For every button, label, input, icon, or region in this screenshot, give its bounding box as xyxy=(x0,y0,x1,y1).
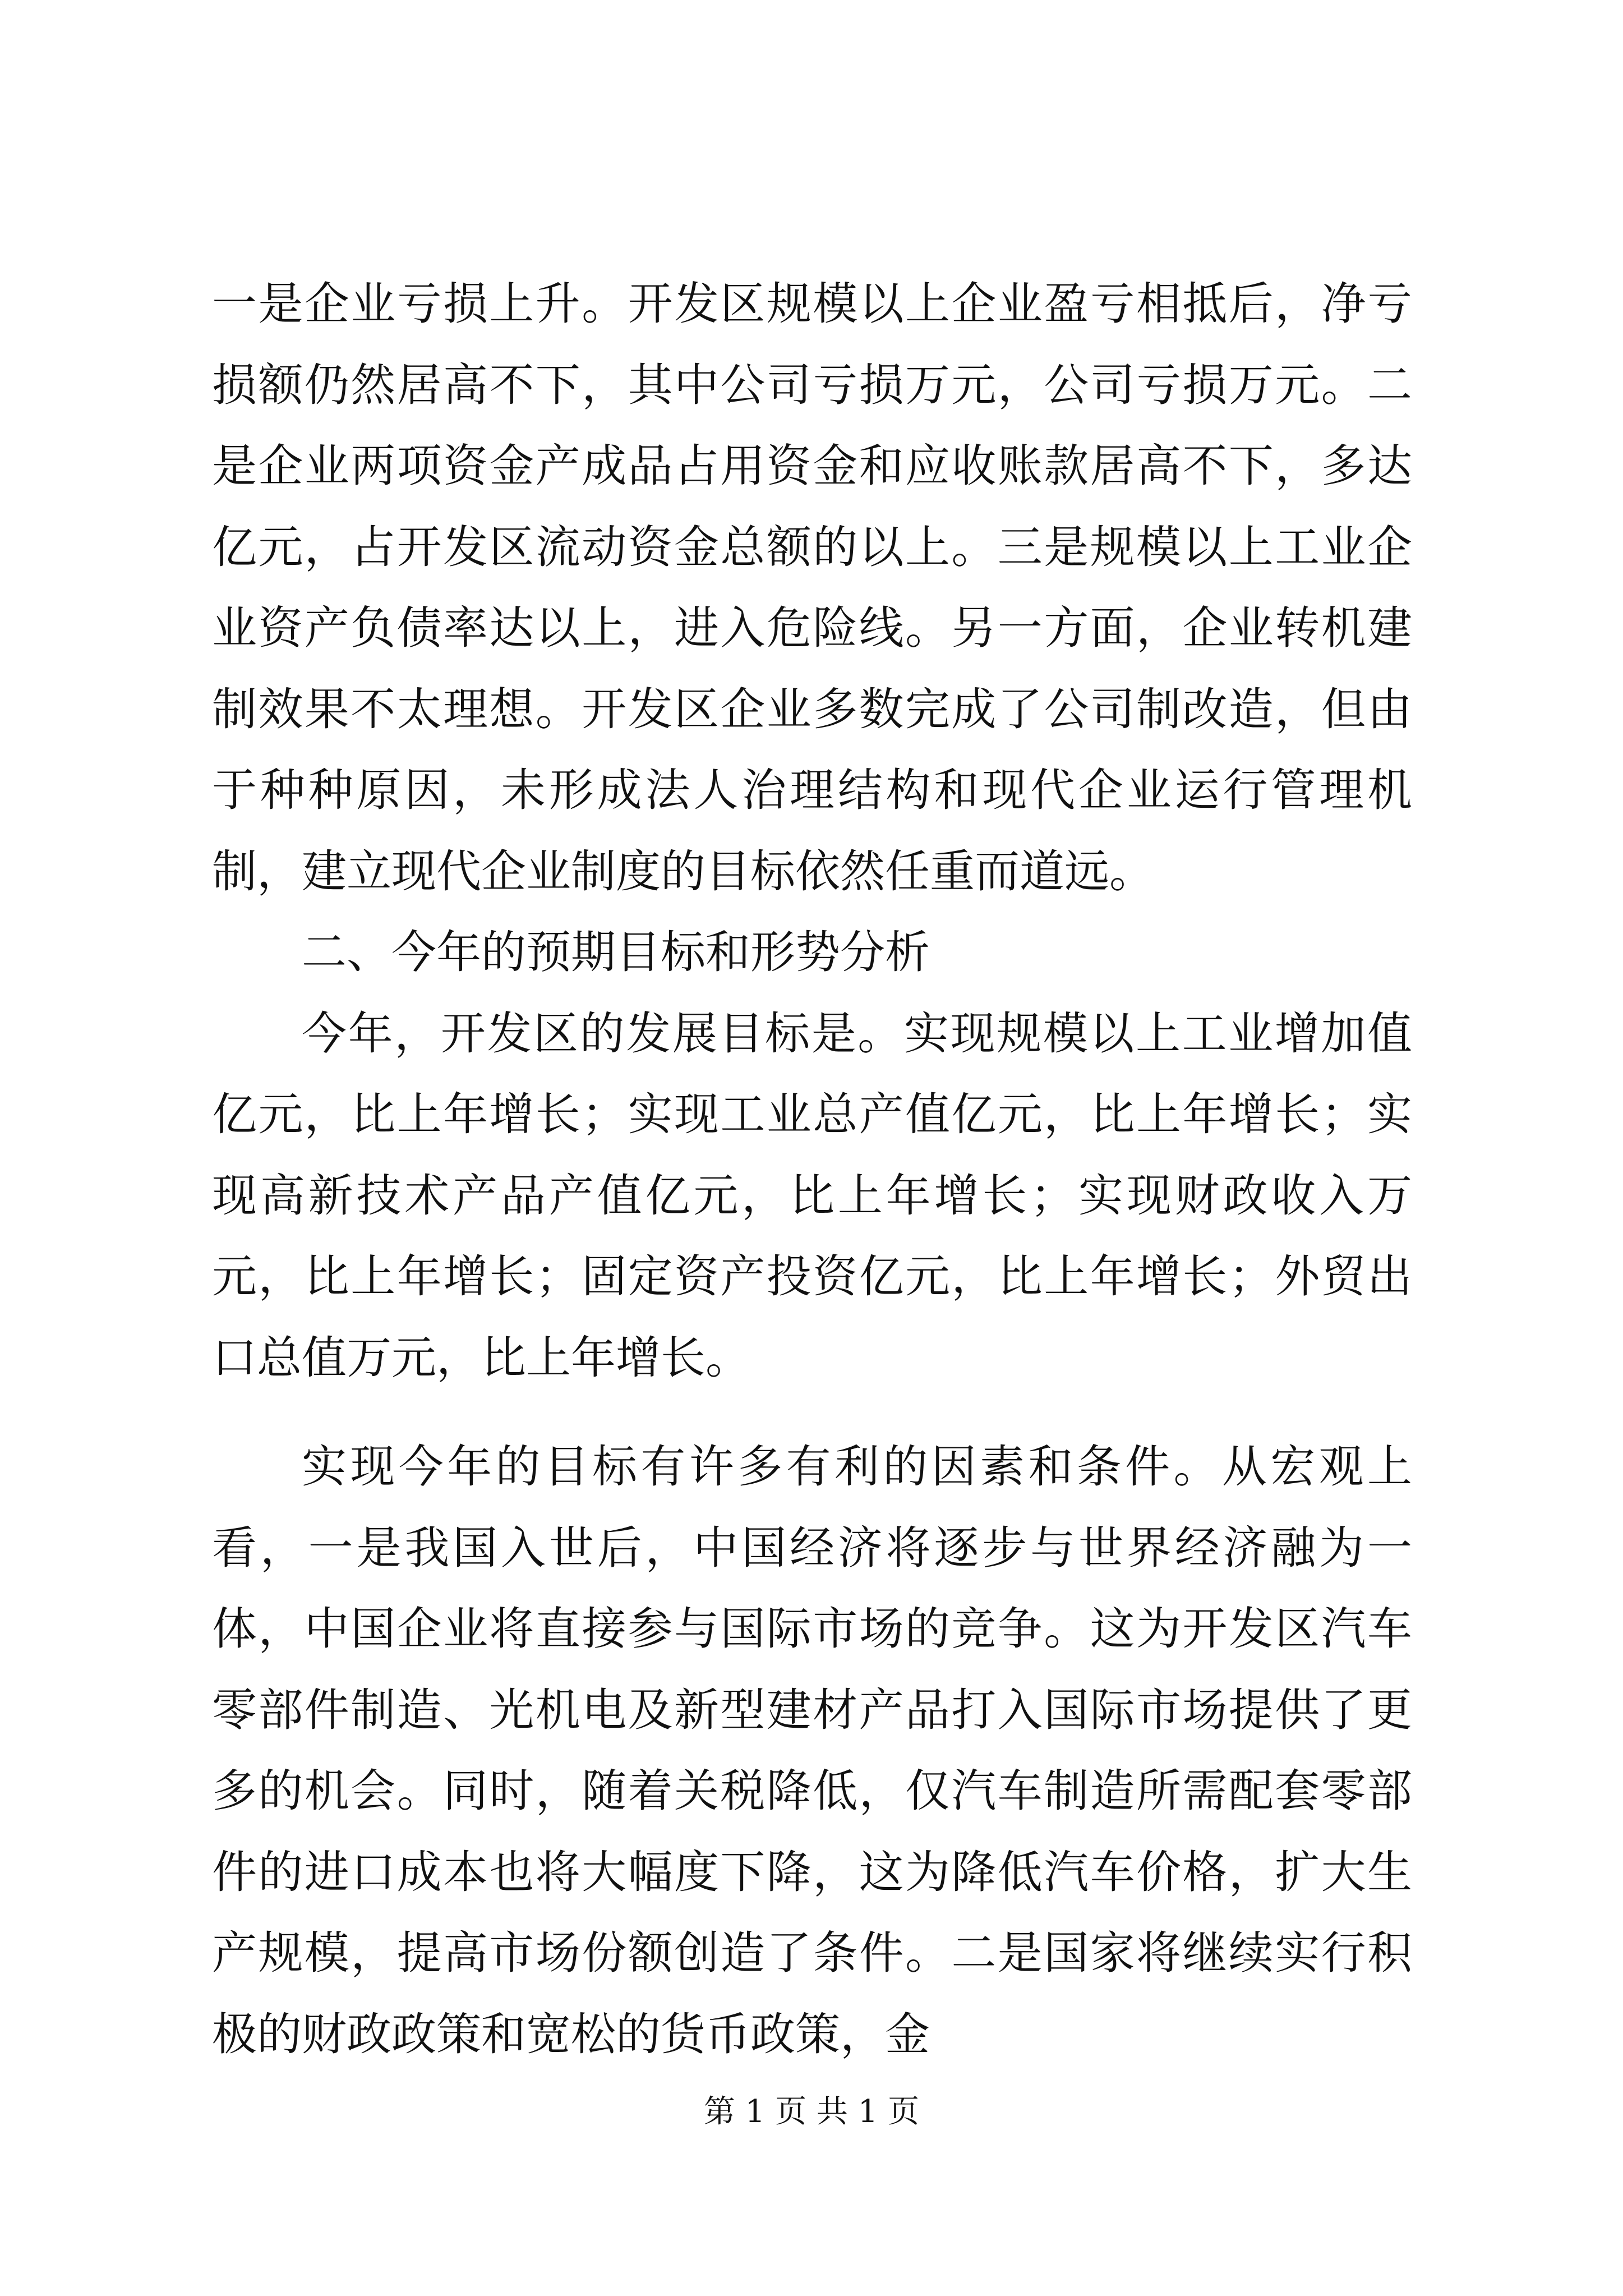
page-number-footer: 第 1 页 共 1 页 xyxy=(703,2093,920,2130)
paragraph-targets: 今年，开发区的发展目标是。实现规模以上工业增加值亿元，比上年增长；实现工业总产值亿元，比上年增长；实现高新技术产品产值亿元，比上年增长；实现财政收入万元，比上年增长；固定资产投资亿元，比上年增长；外贸出口总值万元，比上年增长。 xyxy=(212,1007,1412,1384)
document-body xyxy=(212,264,1412,2075)
paragraph-favorable-factors: 实现今年的目标有许多有利的因素和条件。从宏观上看，一是我国入世后，中国经济将逐步与世界经济融为一体，中国企业将直接参与国际市场的竞争。这为开发区汽车零部件制造、光机电及新型建材产品打入国际市场提供了更多的机会。同时，随着关税降低，仅汽车制造所需配套零部件的进口成本也将大幅度下降，这为降低汽车价格，扩大生产规模，提高市场份额创造了条件。二是国家将继续实行积极的财政政策和宽松的货币政策，金 xyxy=(212,1441,1412,2060)
section-heading: 二、今年的预期目标和形势分析 xyxy=(302,926,930,978)
paragraph-losses: 一是企业亏损上升。开发区规模以上企业盈亏相抵后，净亏损额仍然居高不下，其中公司亏损万元，公司亏损万元。二是企业两项资金产成品占用资金和应收账款居高不下，多达亿元，占开发区流动资金总额的以上。三是规模以上工业企业资产负债率达以上，进入危险线。另一方面，企业转机建制效果不太理想。开发区企业多数完成了公司制改造，但由于种种原因，未形成法人治理结构和现代企业运行管理机制，建立现代企业制度的目标依然任重而道远。 xyxy=(212,278,1412,898)
